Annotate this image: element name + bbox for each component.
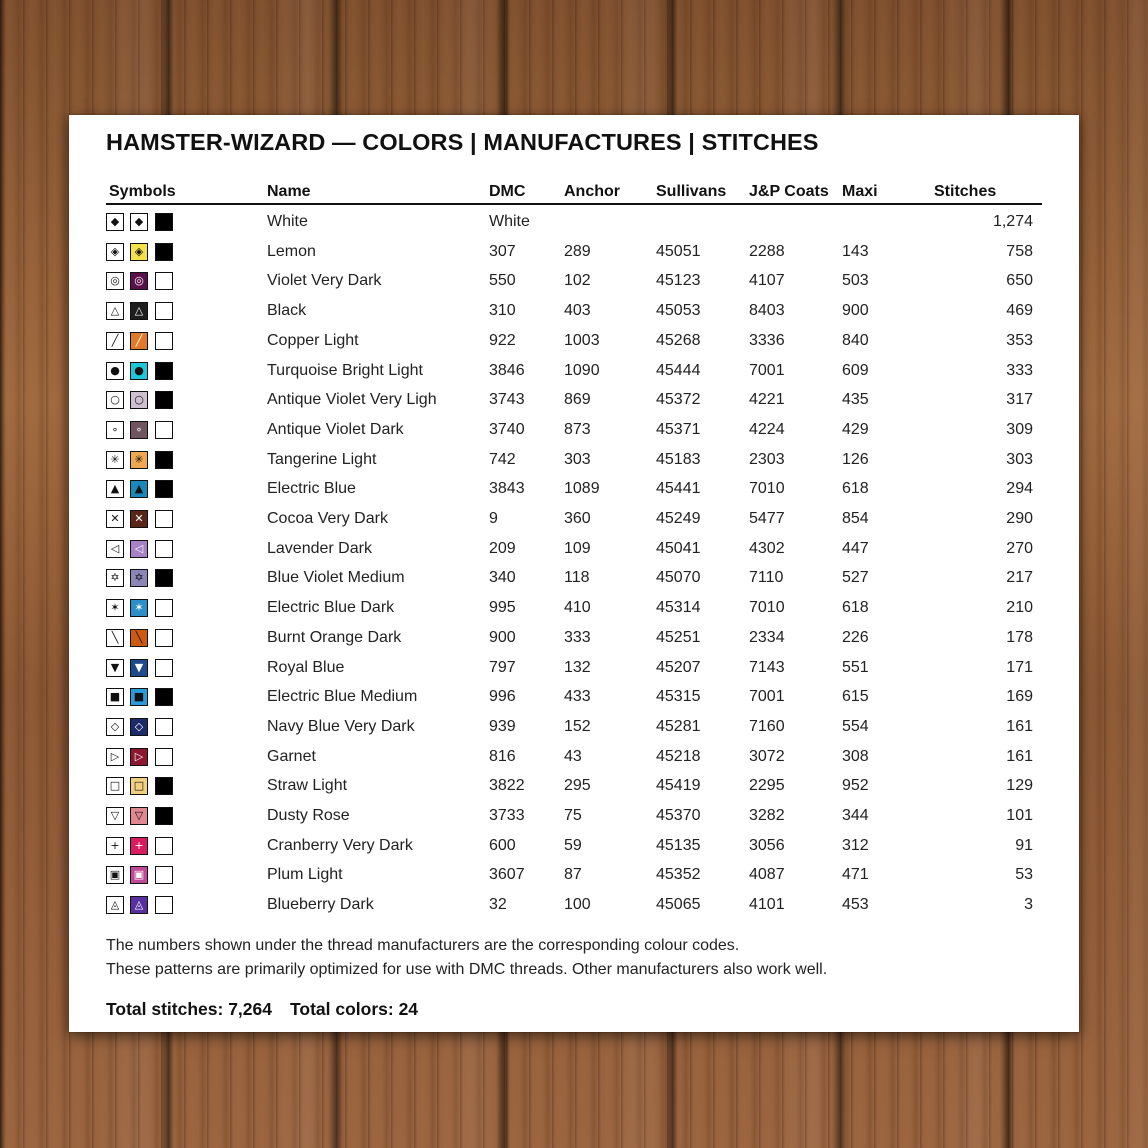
table-row bbox=[69, 387, 1079, 417]
stitch-count: 353 bbox=[1006, 331, 1033, 349]
color-name: Electric Blue bbox=[267, 480, 356, 498]
color-symbol-icon: ◬ bbox=[130, 896, 148, 914]
backstitch-swatch bbox=[155, 272, 173, 290]
stitch-count: 210 bbox=[1006, 599, 1033, 617]
color-symbol-icon: + bbox=[130, 837, 148, 855]
symbol-icon: ✳ bbox=[106, 451, 124, 469]
symbol-icon: ▷ bbox=[106, 748, 124, 766]
color-name: Lavender Dark bbox=[267, 539, 372, 557]
anchor-code: 1089 bbox=[564, 480, 600, 498]
jp-coats-code: 4302 bbox=[749, 539, 785, 557]
backstitch-swatch bbox=[155, 332, 173, 350]
jp-coats-code: 4224 bbox=[749, 420, 785, 438]
backstitch-swatch bbox=[155, 896, 173, 914]
note-codes: The numbers shown under the thread manufacturers are the corresponding colour codes. bbox=[106, 937, 740, 954]
dmc-code: 3843 bbox=[489, 480, 525, 498]
color-name: Cocoa Very Dark bbox=[267, 510, 388, 527]
table-row bbox=[69, 595, 1079, 625]
color-symbol-icon: ▼ bbox=[130, 659, 148, 677]
sullivans-code: 45444 bbox=[656, 361, 701, 379]
sullivans-code: 45251 bbox=[656, 628, 701, 646]
color-name: Plum Light bbox=[267, 866, 343, 884]
table-row bbox=[69, 417, 1079, 447]
total-colors: Total colors: 24 bbox=[290, 999, 419, 1019]
symbol-icon: ✶ bbox=[106, 599, 124, 617]
anchor-code: 303 bbox=[564, 450, 591, 468]
anchor-code: 43 bbox=[564, 747, 582, 765]
symbol-icon: ╱ bbox=[106, 332, 124, 350]
table-row bbox=[69, 268, 1079, 298]
symbol-icon: ◁ bbox=[106, 540, 124, 558]
anchor-code: 333 bbox=[564, 628, 591, 646]
sullivans-code: 45372 bbox=[656, 391, 701, 409]
maxi-code: 551 bbox=[842, 658, 869, 676]
header-maxi: Maxi bbox=[842, 183, 878, 200]
maxi-code: 126 bbox=[842, 450, 869, 468]
table-row bbox=[69, 803, 1079, 833]
backstitch-swatch bbox=[155, 302, 173, 320]
color-name: Tangerine Light bbox=[267, 450, 377, 468]
color-symbol-icon: ▲ bbox=[130, 480, 148, 498]
dmc-code: 816 bbox=[489, 747, 516, 765]
symbol-icon: + bbox=[106, 837, 124, 855]
color-symbol-icon: ◇ bbox=[130, 718, 148, 736]
jp-coats-code: 4087 bbox=[749, 866, 785, 884]
dmc-code: 996 bbox=[489, 688, 516, 706]
backstitch-swatch bbox=[155, 718, 173, 736]
color-symbol-icon: ◁ bbox=[130, 540, 148, 558]
dmc-code: 3607 bbox=[489, 866, 525, 884]
backstitch-swatch bbox=[155, 807, 173, 825]
jp-coats-code: 2334 bbox=[749, 628, 785, 646]
jp-coats-code: 7110 bbox=[749, 569, 784, 587]
sullivans-code: 45281 bbox=[656, 717, 701, 735]
anchor-code: 59 bbox=[564, 836, 582, 854]
dmc-code: 307 bbox=[489, 242, 516, 260]
anchor-code: 873 bbox=[564, 420, 591, 438]
table-row bbox=[69, 358, 1079, 388]
jp-coats-code: 7001 bbox=[749, 361, 785, 379]
anchor-code: 360 bbox=[564, 510, 591, 527]
symbol-icon: ◇ bbox=[106, 718, 124, 736]
note-dmc: These patterns are primarily optimized for use with DMC threads. Other manufacturers also work well. bbox=[106, 961, 828, 978]
table-row bbox=[69, 536, 1079, 566]
backstitch-swatch bbox=[155, 421, 173, 439]
maxi-code: 143 bbox=[842, 242, 869, 260]
backstitch-swatch bbox=[155, 748, 173, 766]
stitch-count: 270 bbox=[1006, 539, 1033, 557]
stitch-count: 161 bbox=[1006, 717, 1033, 735]
color-symbol-icon: ◆ bbox=[130, 213, 148, 231]
color-name: Turquoise Bright Light bbox=[267, 361, 423, 379]
sullivans-code: 45419 bbox=[656, 777, 701, 795]
color-symbol-icon: ∘ bbox=[130, 421, 148, 439]
symbol-icon: ▽ bbox=[106, 807, 124, 825]
color-name: Antique Violet Dark bbox=[267, 420, 404, 438]
backstitch-swatch bbox=[155, 451, 173, 469]
table-header bbox=[106, 183, 1042, 205]
anchor-code: 1090 bbox=[564, 361, 600, 379]
color-name: Blueberry Dark bbox=[267, 896, 374, 914]
color-symbol-icon: ▽ bbox=[130, 807, 148, 825]
sullivans-code: 45315 bbox=[656, 688, 701, 706]
totals-line bbox=[106, 999, 418, 1020]
sullivans-code: 45041 bbox=[656, 539, 701, 557]
sullivans-code: 45207 bbox=[656, 658, 701, 676]
backstitch-swatch bbox=[155, 629, 173, 647]
maxi-code: 854 bbox=[842, 510, 869, 527]
stitch-count: 290 bbox=[1006, 510, 1033, 527]
symbol-icon: ✡ bbox=[106, 569, 124, 587]
stitch-count: 169 bbox=[1006, 688, 1033, 706]
maxi-code: 618 bbox=[842, 599, 869, 617]
header-anchor: Anchor bbox=[564, 183, 620, 200]
sullivans-code: 45053 bbox=[656, 302, 701, 320]
jp-coats-code: 2295 bbox=[749, 777, 785, 795]
color-name: Black bbox=[267, 302, 307, 320]
maxi-code: 435 bbox=[842, 391, 869, 409]
dmc-code: 600 bbox=[489, 836, 516, 854]
stitch-count: 217 bbox=[1006, 569, 1033, 587]
backstitch-swatch bbox=[155, 362, 173, 380]
backstitch-swatch bbox=[155, 688, 173, 706]
jp-coats-code: 3282 bbox=[749, 807, 785, 824]
dmc-code: 3740 bbox=[489, 420, 525, 438]
backstitch-swatch bbox=[155, 659, 173, 677]
page-title: HAMSTER-WIZARD — COLORS | MANUFACTURES | STITCHES bbox=[106, 129, 819, 155]
color-symbol-icon: ○ bbox=[130, 391, 148, 409]
color-symbol-icon: ✶ bbox=[130, 599, 148, 617]
anchor-code: 152 bbox=[564, 717, 591, 735]
color-name: Cranberry Very Dark bbox=[267, 836, 413, 854]
anchor-code: 109 bbox=[564, 539, 591, 557]
sullivans-code: 45371 bbox=[656, 420, 701, 438]
anchor-code: 289 bbox=[564, 242, 591, 260]
color-name: Royal Blue bbox=[267, 658, 345, 676]
symbol-icon: ○ bbox=[106, 391, 124, 409]
color-symbol-icon: ◎ bbox=[130, 272, 148, 290]
jp-coats-code: 2303 bbox=[749, 450, 785, 468]
stitch-count: 294 bbox=[1006, 480, 1033, 498]
table-row bbox=[69, 476, 1079, 506]
symbol-icon: □ bbox=[106, 777, 124, 795]
dmc-code: 3822 bbox=[489, 777, 525, 795]
table-row bbox=[69, 862, 1079, 892]
header-sullivans: Sullivans bbox=[656, 183, 727, 200]
sullivans-code: 45065 bbox=[656, 896, 701, 914]
table-row bbox=[69, 833, 1079, 863]
maxi-code: 447 bbox=[842, 539, 869, 557]
symbol-icon: ▣ bbox=[106, 866, 124, 884]
anchor-code: 1003 bbox=[564, 331, 600, 349]
dmc-code: 3733 bbox=[489, 807, 525, 824]
maxi-code: 554 bbox=[842, 717, 869, 735]
stitch-count: 3 bbox=[1024, 896, 1033, 914]
maxi-code: 527 bbox=[842, 569, 869, 587]
dmc-code: 32 bbox=[489, 896, 507, 914]
maxi-code: 840 bbox=[842, 331, 869, 349]
table-row bbox=[69, 565, 1079, 595]
color-name: Electric Blue Medium bbox=[267, 688, 418, 706]
sullivans-code: 45183 bbox=[656, 450, 701, 468]
symbol-icon: ╲ bbox=[106, 629, 124, 647]
sullivans-code: 45123 bbox=[656, 272, 701, 290]
stitch-count: 171 bbox=[1006, 658, 1033, 676]
jp-coats-code: 5477 bbox=[749, 510, 785, 527]
color-symbol-icon: ◈ bbox=[130, 243, 148, 261]
anchor-code: 87 bbox=[564, 866, 582, 884]
backstitch-swatch bbox=[155, 480, 173, 498]
symbol-icon: ✕ bbox=[106, 510, 124, 528]
backstitch-swatch bbox=[155, 540, 173, 558]
backstitch-swatch bbox=[155, 213, 173, 231]
stitch-count: 53 bbox=[1015, 866, 1033, 884]
backstitch-swatch bbox=[155, 866, 173, 884]
sullivans-code: 45314 bbox=[656, 599, 701, 617]
jp-coats-code: 4221 bbox=[749, 391, 785, 409]
color-symbol-icon: ✡ bbox=[130, 569, 148, 587]
sullivans-code: 45218 bbox=[656, 747, 701, 765]
header-name: Name bbox=[267, 183, 311, 200]
dmc-code: 797 bbox=[489, 658, 516, 676]
symbol-icon: △ bbox=[106, 302, 124, 320]
sullivans-code: 45352 bbox=[656, 866, 701, 884]
backstitch-swatch bbox=[155, 391, 173, 409]
table-row bbox=[69, 744, 1079, 774]
backstitch-swatch bbox=[155, 569, 173, 587]
table-row bbox=[69, 239, 1079, 269]
color-name: Copper Light bbox=[267, 331, 359, 349]
backstitch-swatch bbox=[155, 599, 173, 617]
sullivans-code: 45370 bbox=[656, 807, 701, 824]
maxi-code: 453 bbox=[842, 896, 869, 914]
color-name: Antique Violet Very Ligh bbox=[267, 391, 437, 409]
maxi-code: 618 bbox=[842, 480, 869, 498]
symbol-icon: ◬ bbox=[106, 896, 124, 914]
maxi-code: 615 bbox=[842, 688, 869, 706]
color-name: White bbox=[267, 213, 308, 230]
maxi-code: 344 bbox=[842, 807, 869, 824]
stitch-count: 178 bbox=[1006, 628, 1033, 646]
table-row bbox=[69, 773, 1079, 803]
color-symbol-icon: ╲ bbox=[130, 629, 148, 647]
anchor-code: 403 bbox=[564, 302, 591, 320]
symbol-icon: ● bbox=[106, 362, 124, 380]
maxi-code: 471 bbox=[842, 866, 869, 884]
dmc-code: 3743 bbox=[489, 391, 525, 409]
maxi-code: 609 bbox=[842, 361, 869, 379]
stitch-count: 309 bbox=[1006, 420, 1033, 438]
table-row bbox=[69, 684, 1079, 714]
symbol-icon: ◈ bbox=[106, 243, 124, 261]
anchor-code: 869 bbox=[564, 391, 591, 409]
maxi-code: 308 bbox=[842, 747, 869, 765]
jp-coats-code: 7143 bbox=[749, 658, 785, 676]
dmc-code: 900 bbox=[489, 628, 516, 646]
table-row bbox=[69, 655, 1079, 685]
dmc-code: 742 bbox=[489, 450, 516, 468]
stitch-count: 161 bbox=[1006, 747, 1033, 765]
header-symbols: Symbols bbox=[109, 183, 176, 200]
anchor-code: 295 bbox=[564, 777, 591, 795]
maxi-code: 429 bbox=[842, 420, 869, 438]
stitch-count: 101 bbox=[1006, 807, 1033, 824]
dmc-code: 209 bbox=[489, 539, 516, 557]
jp-coats-code: 2288 bbox=[749, 242, 785, 260]
jp-coats-code: 7010 bbox=[749, 599, 785, 617]
dmc-code: 995 bbox=[489, 599, 516, 617]
stitch-count: 758 bbox=[1006, 242, 1033, 260]
color-symbol-icon: ✳ bbox=[130, 451, 148, 469]
stitch-count: 333 bbox=[1006, 361, 1033, 379]
dmc-code: 340 bbox=[489, 569, 516, 587]
color-symbol-icon: ✕ bbox=[130, 510, 148, 528]
anchor-code: 132 bbox=[564, 658, 591, 676]
sullivans-code: 45135 bbox=[656, 836, 701, 854]
anchor-code: 102 bbox=[564, 272, 591, 290]
table-row bbox=[69, 298, 1079, 328]
color-name: Dusty Rose bbox=[267, 807, 350, 824]
dmc-code: 9 bbox=[489, 510, 498, 527]
jp-coats-code: 7160 bbox=[749, 717, 785, 735]
table-row bbox=[69, 625, 1079, 655]
maxi-code: 952 bbox=[842, 777, 869, 795]
color-symbol-icon: △ bbox=[130, 302, 148, 320]
stitch-count: 317 bbox=[1006, 391, 1033, 409]
color-name: Lemon bbox=[267, 242, 316, 260]
backstitch-swatch bbox=[155, 837, 173, 855]
sullivans-code: 45268 bbox=[656, 331, 701, 349]
stitch-count: 1,274 bbox=[992, 213, 1033, 230]
symbol-icon: ◎ bbox=[106, 272, 124, 290]
table-row bbox=[69, 714, 1079, 744]
jp-coats-code: 3072 bbox=[749, 747, 785, 765]
anchor-code: 100 bbox=[564, 896, 591, 914]
color-name: Violet Very Dark bbox=[267, 272, 382, 290]
color-symbol-icon: ▷ bbox=[130, 748, 148, 766]
symbol-icon: ▼ bbox=[106, 659, 124, 677]
color-symbol-icon: ■ bbox=[130, 688, 148, 706]
color-name: Garnet bbox=[267, 747, 316, 765]
jp-coats-code: 8403 bbox=[749, 302, 785, 320]
header-dmc: DMC bbox=[489, 183, 526, 200]
symbol-icon: ■ bbox=[106, 688, 124, 706]
dmc-code: 922 bbox=[489, 331, 516, 349]
maxi-code: 503 bbox=[842, 272, 869, 290]
stitch-count: 469 bbox=[1006, 302, 1033, 320]
maxi-code: 226 bbox=[842, 628, 869, 646]
dmc-code: 310 bbox=[489, 302, 516, 320]
sullivans-code: 45070 bbox=[656, 569, 701, 587]
total-stitches: Total stitches: 7,264 bbox=[106, 999, 272, 1019]
backstitch-swatch bbox=[155, 777, 173, 795]
color-chart-sheet bbox=[69, 115, 1079, 1032]
maxi-code: 900 bbox=[842, 302, 869, 320]
color-name: Electric Blue Dark bbox=[267, 599, 395, 617]
anchor-code: 75 bbox=[564, 807, 582, 824]
dmc-code: 550 bbox=[489, 272, 516, 290]
dmc-code: 3846 bbox=[489, 361, 525, 379]
color-symbol-icon: ▣ bbox=[130, 866, 148, 884]
jp-coats-code: 4101 bbox=[749, 896, 785, 914]
symbol-icon: ◆ bbox=[106, 213, 124, 231]
sullivans-code: 45249 bbox=[656, 510, 701, 527]
stitch-count: 91 bbox=[1015, 836, 1033, 854]
backstitch-swatch bbox=[155, 510, 173, 528]
table-row bbox=[69, 892, 1079, 922]
sullivans-code: 45441 bbox=[656, 480, 701, 498]
header-jp-coats: J&P Coats bbox=[749, 183, 829, 200]
sullivans-code: 45051 bbox=[656, 242, 701, 260]
jp-coats-code: 7010 bbox=[749, 480, 785, 498]
color-name: Burnt Orange Dark bbox=[267, 628, 402, 646]
table-row bbox=[69, 209, 1079, 239]
anchor-code: 410 bbox=[564, 599, 591, 617]
color-name: Blue Violet Medium bbox=[267, 569, 405, 587]
maxi-code: 312 bbox=[842, 836, 869, 854]
color-name: Navy Blue Very Dark bbox=[267, 717, 415, 735]
anchor-code: 118 bbox=[564, 569, 590, 587]
symbol-icon: ▲ bbox=[106, 480, 124, 498]
jp-coats-code: 7001 bbox=[749, 688, 785, 706]
dmc-code: 939 bbox=[489, 717, 516, 735]
color-symbol-icon: ╱ bbox=[130, 332, 148, 350]
header-stitches: Stitches bbox=[934, 183, 997, 200]
dmc-code: White bbox=[489, 213, 530, 230]
anchor-code: 433 bbox=[564, 688, 591, 706]
color-symbol-icon: ● bbox=[130, 362, 148, 380]
jp-coats-code: 4107 bbox=[749, 272, 785, 290]
color-symbol-icon: □ bbox=[130, 777, 148, 795]
stitch-count: 303 bbox=[1006, 450, 1033, 468]
jp-coats-code: 3056 bbox=[749, 836, 785, 854]
table-row bbox=[69, 506, 1079, 536]
table-row bbox=[69, 447, 1079, 477]
color-name: Straw Light bbox=[267, 777, 348, 795]
symbol-icon: ∘ bbox=[106, 421, 124, 439]
stitch-count: 129 bbox=[1006, 777, 1033, 795]
table-row bbox=[69, 328, 1079, 358]
backstitch-swatch bbox=[155, 243, 173, 261]
jp-coats-code: 3336 bbox=[749, 331, 785, 349]
stitch-count: 650 bbox=[1006, 272, 1033, 290]
